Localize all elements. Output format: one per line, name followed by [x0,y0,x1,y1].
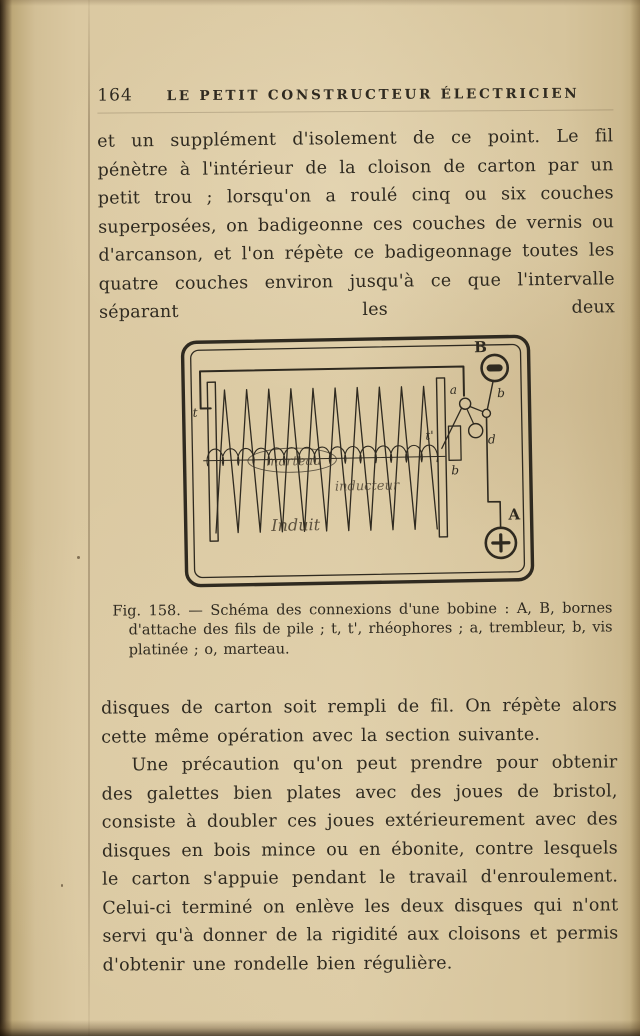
paper-speck [77,556,80,559]
script-inducteur: inducteur [334,477,400,495]
page-edge-top [0,0,640,6]
marteau-head [469,423,483,437]
paragraph-2: disques de carton soit rempli de fil. On répète alors cette même opération avec la section suivante. [101,695,618,748]
figure-158 [179,331,536,593]
trembleur-pivot [459,398,470,409]
figure-caption: Fig. 158. — Schéma des connexions d'une bobine : A, B, bornes d'attache des fils de pile ; t, t', rhéophores ; a, trembleur, b, vis platinée ; o, marteau. [112,599,613,658]
trembleur-link [470,406,482,411]
coil-zigzag [213,386,437,533]
label-b2: b [451,462,460,477]
script-induit: Induit [271,514,321,535]
wire-to-terminal-B [487,382,494,409]
binding-shadow [0,0,12,1036]
coil-spiral [207,444,438,465]
running-title: LE PETIT CONSTRUCTEUR ÉLECTRICIEN [166,85,580,105]
label-t: t [192,405,198,420]
marteau-stem [467,409,473,423]
running-head [97,82,613,113]
paper-speck [61,884,63,887]
page-content [97,82,618,979]
page-edge-bottom [0,1020,640,1036]
paragraph-3: Une précaution qu'on peut prendre pour obtenir des galettes bien plates avec des joues de bristol, consiste à doubler ces joues extérieurement avec des disques en bois mince ou en ébonite, contre lesquels le carton s'appuie pendant le travail d'enroulement. Celui-ci terminé on enlève les deux disques qui n'ont servi qu'à donner de la rigidité aux cloisons et permis d'obtenir une rondelle bien régulière. [101,752,619,976]
page-crease [88,0,90,1036]
terminal-B-slot [487,364,503,371]
bobine-diagram [179,331,536,589]
page-edge-right [630,0,640,1036]
paragraph-1: et un supplément d'isolement de ce point. Le fil pénètre à l'intérieur de la cloison de carton par un petit trou ; lorsqu'on a roulé cinq ou six couches superposées, on badigeonne ces couches de vernis ou d'arcanson, et l'on répète ce badigeonnage toutes les quatre couches environ jusqu'à ce que l'intervalle séparant les deux [97,126,616,323]
label-terminal-B: B [473,337,488,356]
label-a-trembleur: a [449,382,458,397]
script-marteau: marteau [265,453,322,470]
trembleur-arm [441,408,462,448]
label-b-vis: b [496,385,505,400]
label-t-prime: t' [425,427,434,443]
label-d: d [487,431,496,447]
vis-platinee-contact [482,409,490,417]
terminal-A-plus [493,534,509,550]
label-terminal-A: A [508,504,521,524]
right-cheek [436,377,447,536]
page-number: 164 [97,85,133,106]
